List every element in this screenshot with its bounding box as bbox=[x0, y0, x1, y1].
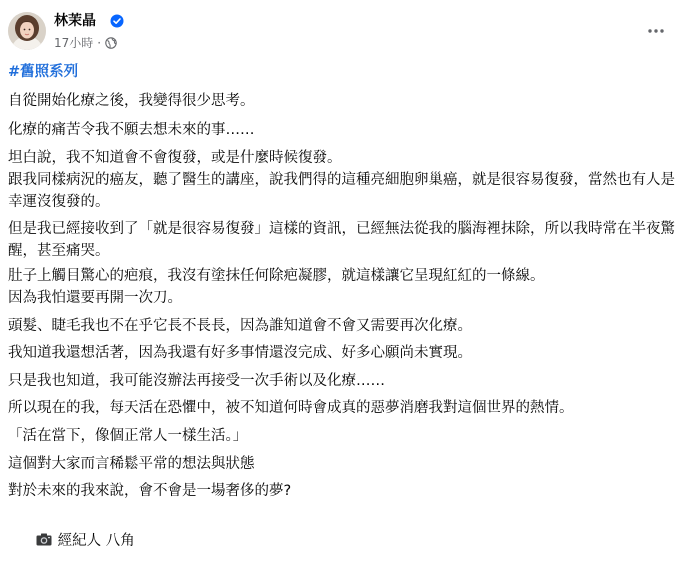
post-header bbox=[8, 8, 673, 56]
post-paragraph: 我知道我還想活著，因為我還有好多事情還沒完成、好多心願尚未實現。 bbox=[8, 345, 472, 361]
more-options-button[interactable] bbox=[645, 20, 667, 42]
more-dots-icon bbox=[648, 29, 664, 33]
post-paragraph: 「活在當下，像個正常人一樣生活。」 bbox=[8, 428, 248, 444]
post-meta bbox=[54, 35, 117, 51]
photo-credit-text: 經紀人 八角 bbox=[57, 533, 135, 549]
post-paragraph: 化療的痛苦令我不願去想未來的事…… bbox=[8, 122, 255, 138]
post-paragraph: 這個對大家而言稀鬆平常的想法與狀態 bbox=[8, 456, 255, 472]
photo-credit bbox=[8, 508, 676, 574]
avatar-image bbox=[8, 12, 46, 50]
author-name[interactable]: 林茉晶 bbox=[54, 13, 96, 29]
post-paragraph: 頭髮、睫毛我也不在乎它長不長長，因為誰知道會不會又需要再次化療。 bbox=[8, 318, 472, 334]
post-paragraph: 因為我怕還要再開一次刀。 bbox=[8, 290, 182, 306]
post-paragraph: 自從開始化療之後，我變得很少思考。 bbox=[8, 93, 255, 109]
verified-badge-icon bbox=[110, 14, 124, 28]
post-paragraph: 對於未來的我來說，會不會是一場奢侈的夢? bbox=[8, 483, 292, 499]
meta-separator: · bbox=[97, 36, 102, 50]
globe-icon[interactable] bbox=[105, 37, 117, 49]
post-timestamp[interactable]: 17小時 bbox=[54, 36, 94, 50]
post-paragraph: 所以現在的我，每天活在恐懼中，被不知道何時會成真的惡夢消磨我對這個世界的熱情。 bbox=[8, 400, 574, 416]
post-paragraph: 肚子上觸目驚心的疤痕，我沒有塗抹任何除疤凝膠，就這樣讓它呈現紅紅的一條線。 bbox=[8, 268, 545, 284]
post-paragraph: 只是我也知道，我可能沒辦法再接受一次手術以及化療…… bbox=[8, 373, 385, 389]
avatar[interactable] bbox=[8, 12, 46, 50]
post-paragraph: 坦白說，我不知道會不會復發，或是什麼時候復發。 bbox=[8, 150, 342, 166]
hashtag-link[interactable]: #舊照系列 bbox=[8, 64, 79, 80]
post-paragraph: 但是我已經接收到了「就是很容易復發」這樣的資訊，已經無法從我的腦海裡抹除，所以我時常在半夜驚醒，甚至痛哭。 bbox=[8, 221, 675, 259]
post-paragraph: 跟我同樣病況的癌友，聽了醫生的講座，說我們得的這種亮細胞卵巢癌，就是很容易復發，當然也有人是幸運沒復發的。 bbox=[8, 172, 675, 210]
